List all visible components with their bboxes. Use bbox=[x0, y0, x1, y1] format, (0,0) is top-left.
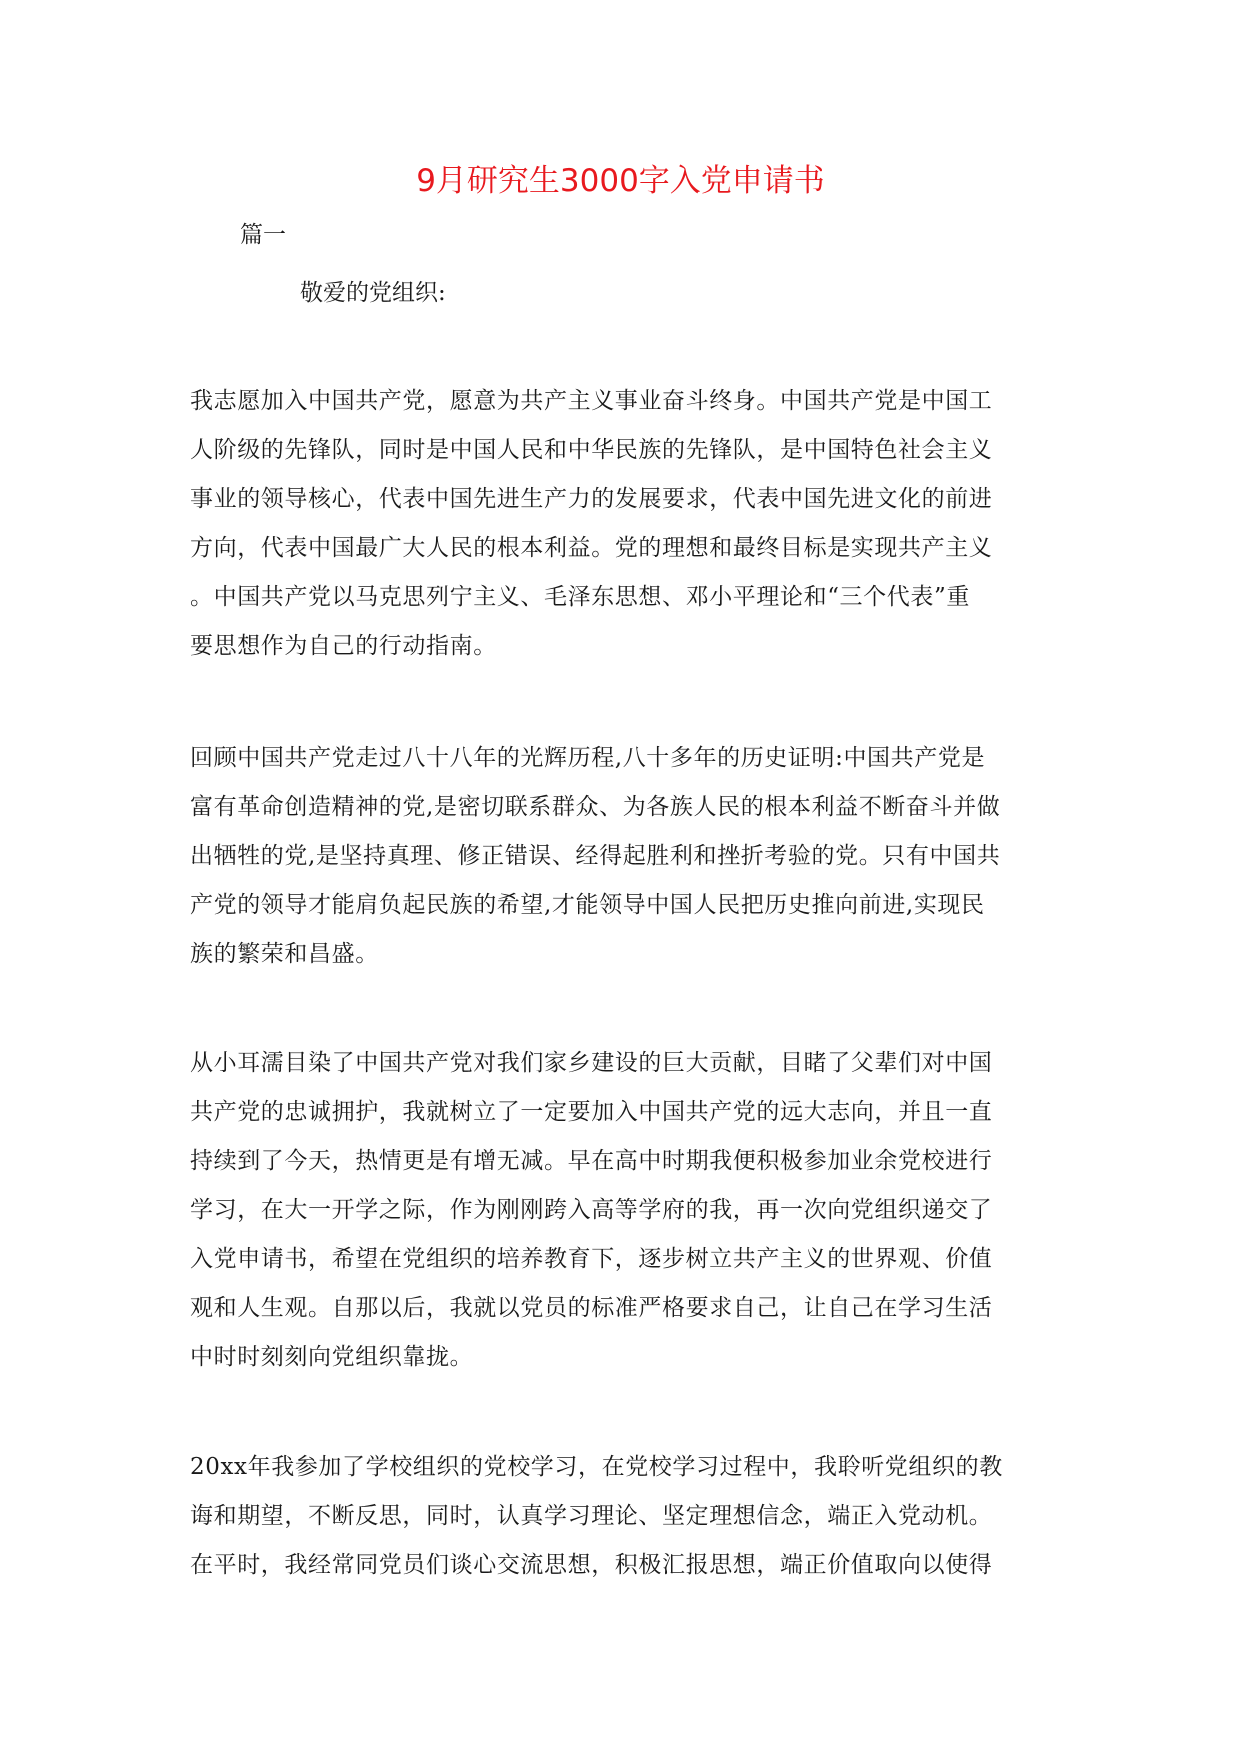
paragraph-line: 富有革命创造精神的党,是密切联系群众、为各族人民的根本利益不断奋斗并做 bbox=[190, 794, 1001, 820]
paragraph-line: 诲和期望，不断反思，同时，认真学习理论、坚定理想信念，端正入党动机。 bbox=[190, 1503, 993, 1529]
body-paragraph bbox=[190, 377, 1050, 671]
paragraph-line: 在平时，我经常同党员们谈心交流思想，积极汇报思想，端正价值取向以使得 bbox=[190, 1552, 993, 1578]
paragraph-line: 20xx年我参加了学校组织的党校学习，在党校学习过程中，我聆听党组织的教 bbox=[190, 1454, 1003, 1480]
paragraph-line: 事业的领导核心，代表中国先进生产力的发展要求，代表中国先进文化的前进 bbox=[190, 486, 993, 512]
paragraph-line: 学习，在大一开学之际，作为刚刚跨入高等学府的我，再一次向党组织递交了 bbox=[190, 1197, 993, 1223]
paragraph-line: 共产党的忠诚拥护，我就树立了一定要加入中国共产党的远大志向，并且一直 bbox=[190, 1099, 993, 1125]
paragraph-line: 方向，代表中国最广大人民的根本利益。党的理想和最终目标是实现共产主义 bbox=[190, 535, 993, 561]
body-paragraph bbox=[190, 1039, 1050, 1382]
body-paragraph bbox=[190, 734, 1050, 979]
section-label: 篇一 bbox=[240, 222, 286, 248]
salutation: 敬爱的党组织: bbox=[300, 280, 446, 306]
paragraph-line: 持续到了今天，热情更是有增无减。早在高中时期我便积极参加业余党校进行 bbox=[190, 1148, 993, 1174]
paragraph-line: 从小耳濡目染了中国共产党对我们家乡建设的巨大贡献，目睹了父辈们对中国 bbox=[190, 1050, 993, 1076]
paragraph-line: 产党的领导才能肩负起民族的希望,才能领导中国人民把历史推向前进,实现民 bbox=[190, 892, 985, 918]
paragraph-line: 人阶级的先锋队，同时是中国人民和中华民族的先锋队，是中国特色社会主义 bbox=[190, 437, 993, 463]
paragraph-line: 回顾中国共产党走过八十八年的光辉历程,八十多年的历史证明:中国共产党是 bbox=[190, 745, 986, 771]
paragraph-line: 入党申请书，希望在党组织的培养教育下，逐步树立共产主义的世界观、价值 bbox=[190, 1246, 993, 1272]
body-paragraph bbox=[190, 1443, 1050, 1590]
paragraph-line: 观和人生观。自那以后，我就以党员的标准严格要求自己，让自己在学习生活 bbox=[190, 1295, 993, 1321]
paragraph-line: 出牺牲的党,是坚持真理、修正错误、经得起胜利和挫折考验的党。只有中国共 bbox=[190, 843, 1001, 869]
paragraph-line: 族的繁荣和昌盛。 bbox=[190, 941, 379, 967]
paragraph-line: 。中国共产党以马克思列宁主义、毛泽东思想、邓小平理论和“三个代表”重 bbox=[190, 584, 970, 610]
paragraph-line: 我志愿加入中国共产党，愿意为共产主义事业奋斗终身。中国共产党是中国工 bbox=[190, 388, 993, 414]
paragraph-line: 中时时刻刻向党组织靠拢。 bbox=[190, 1344, 474, 1370]
page-title: 9月研究生3000字入党申请书 bbox=[416, 163, 825, 199]
paragraph-line: 要思想作为自己的行动指南。 bbox=[190, 633, 497, 659]
